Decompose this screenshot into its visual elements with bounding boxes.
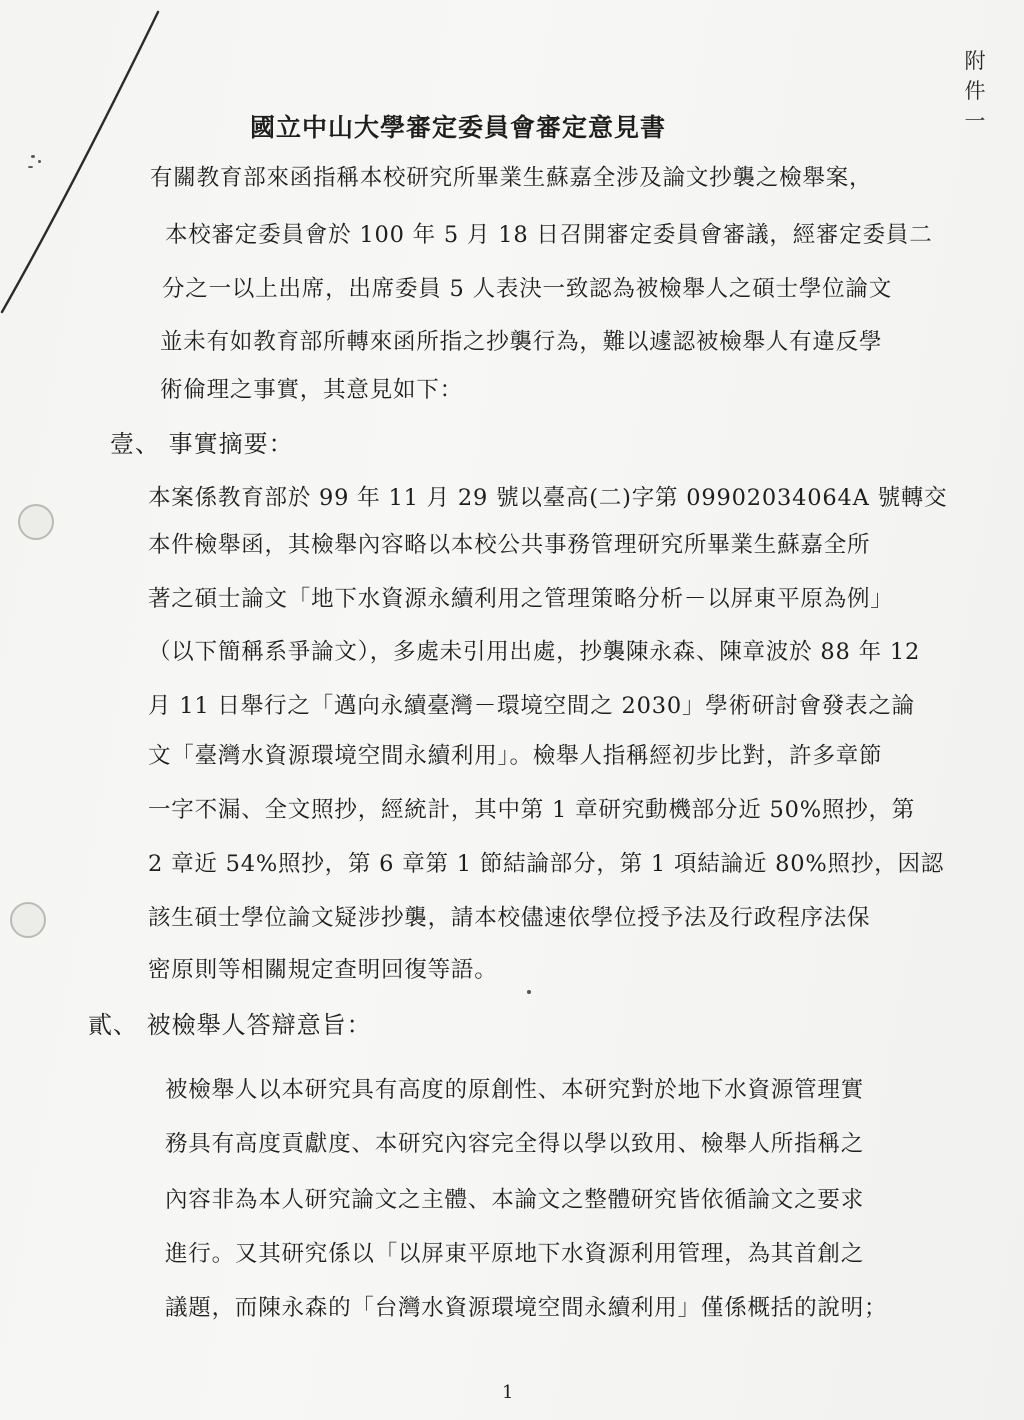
attachment-char: 附 (964, 49, 986, 73)
section-line: 本件檢舉函，其檢舉內容略以本校公共事務管理研究所畢業生蘇嘉全所 (148, 532, 871, 558)
section-line: 進行。又其研究係以「以屏東平原地下水資源利用管理，為其首創之 (165, 1241, 865, 1267)
ink-dot (527, 990, 531, 994)
intro-line: 有關教育部來函指稱本校研究所畢業生蘇嘉全涉及論文抄襲之檢舉案， (150, 165, 873, 191)
section-heading: 貳、 被檢舉人答辯意旨： (88, 1011, 372, 1039)
document-title: 國立中山大學審定委員會審定意見書 (250, 113, 667, 142)
ink-dot (31, 155, 35, 158)
section-line: 被檢舉人以本研究具有高度的原創性、本研究對於地下水資源管理實 (165, 1077, 865, 1103)
intro-line: 分之一以上出席，出席委員 5 人表決一致認為被檢舉人之碩士學位論文 (162, 276, 893, 302)
intro-line: 並未有如教育部所轉來函所指之抄襲行為，難以遽認被檢舉人有違反學 (160, 329, 883, 355)
attachment-label (958, 46, 992, 136)
punch-hole-top (18, 504, 54, 540)
section-line: 內容非為本人研究論文之主體、本論文之整體研究皆依循論文之要求 (165, 1187, 865, 1213)
intro-line: 術倫理之事實，其意見如下： (160, 377, 463, 403)
attachment-char: 件 (964, 79, 986, 103)
attachment-char: 一 (964, 109, 986, 133)
section-line: 本案係教育部於 99 年 11 月 29 號以臺高(二)字第 09902034064A 號轉交 (148, 485, 948, 511)
section-line: 著之碩士論文「地下水資源永續利用之管理策略分析－以屏東平原為例」 (148, 586, 894, 612)
section-line: （以下簡稱系爭論文），多處未引用出處，抄襲陳永森、陳章波於 88 年 12 (148, 639, 921, 665)
section-line: 2 章近 54%照抄，第 6 章第 1 節結論部分，第 1 項結論近 80%照抄，因認 (148, 851, 945, 877)
section-line: 務具有高度貢獻度、本研究內容完全得以學以致用、檢舉人所指稱之 (165, 1131, 865, 1157)
punch-hole-bottom (10, 902, 46, 938)
ink-dot (28, 166, 33, 168)
ink-dot (38, 160, 41, 163)
section-heading: 壹、 事實摘要： (110, 430, 294, 458)
section-line: 月 11 日舉行之「邁向永續臺灣－環境空間之 2030」學術研討會發表之論 (148, 693, 915, 719)
section-line: 議題，而陳永森的「台灣水資源環境空間永續利用」僅係概括的說明； (165, 1295, 888, 1321)
section-line: 一字不漏、全文照抄，經統計，其中第 1 章研究動機部分近 50%照抄，第 (148, 797, 916, 823)
section-line: 該生碩士學位論文疑涉抄襲，請本校儘速依學位授予法及行政程序法保 (148, 905, 871, 931)
section-line: 文「臺灣水資源環境空間永續利用」。檢舉人指稱經初步比對，許多章節 (148, 743, 883, 769)
intro-line: 本校審定委員會於 100 年 5 月 18 日召開審定委員會審議，經審定委員二 (165, 222, 933, 248)
page-number: 1 (502, 1382, 514, 1403)
section-line: 密原則等相關規定查明回復等語。 (148, 957, 498, 983)
